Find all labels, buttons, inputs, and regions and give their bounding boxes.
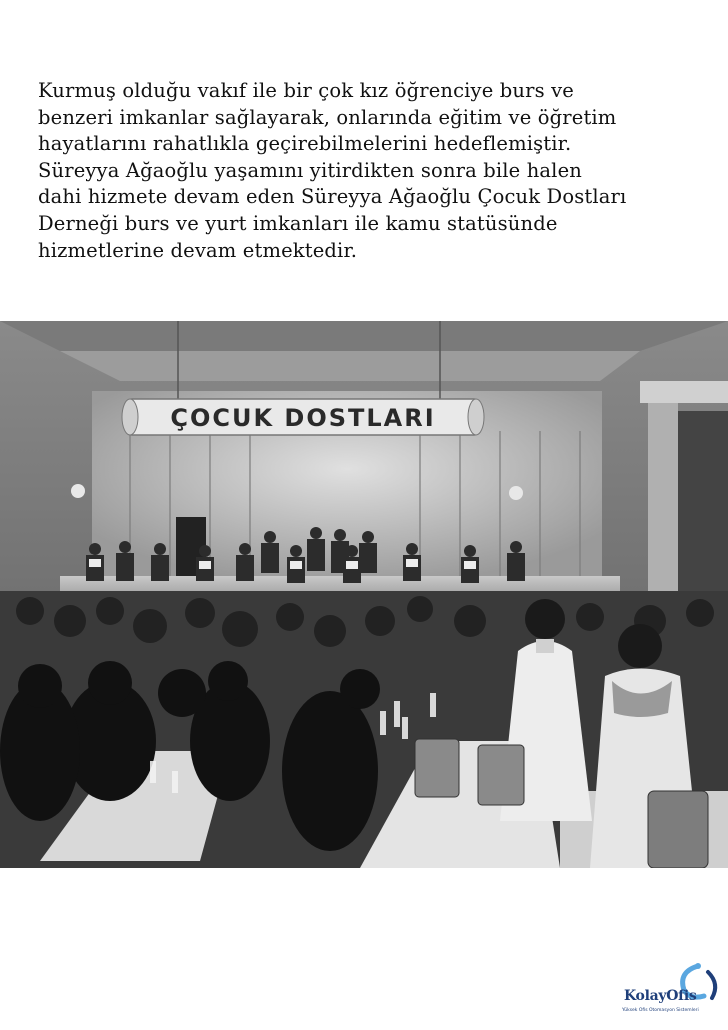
banner-text: ÇOCUK DOSTLARI bbox=[170, 404, 436, 432]
historic-photo bbox=[0, 321, 728, 868]
paragraph-line: dahi hizmete devam eden Süreyya Ağaoğlu Çocuk Dostları bbox=[38, 185, 627, 209]
logo-tagline: Yüksek Ofis Otomasyon Sistemleri bbox=[622, 1008, 699, 1013]
paragraph-line: benzeri imkanlar sağlayarak, onlarında eğitim ve öğretim bbox=[38, 105, 617, 129]
paragraph-line: Süreyya Ağaoğlu yaşamını yitirdikten sonra bile halen bbox=[38, 158, 582, 182]
paragraph-line: hizmetlerine devam etmektedir. bbox=[38, 238, 358, 262]
paragraph-line: hayatlarını rahatlıkla geçirebilmelerini hedeflemiştir. bbox=[38, 132, 572, 156]
photo-illustration bbox=[0, 321, 728, 868]
logo-name: KolayOfis bbox=[624, 988, 697, 1004]
paragraph-line: Kurmuş olduğu vakıf ile bir çok kız öğrenciye burs ve bbox=[38, 79, 574, 102]
kolayofis-logo bbox=[616, 958, 728, 1030]
body-paragraph bbox=[38, 78, 710, 264]
paragraph-line: Derneği burs ve yurt imkanları ile kamu statüsünde bbox=[38, 211, 558, 235]
